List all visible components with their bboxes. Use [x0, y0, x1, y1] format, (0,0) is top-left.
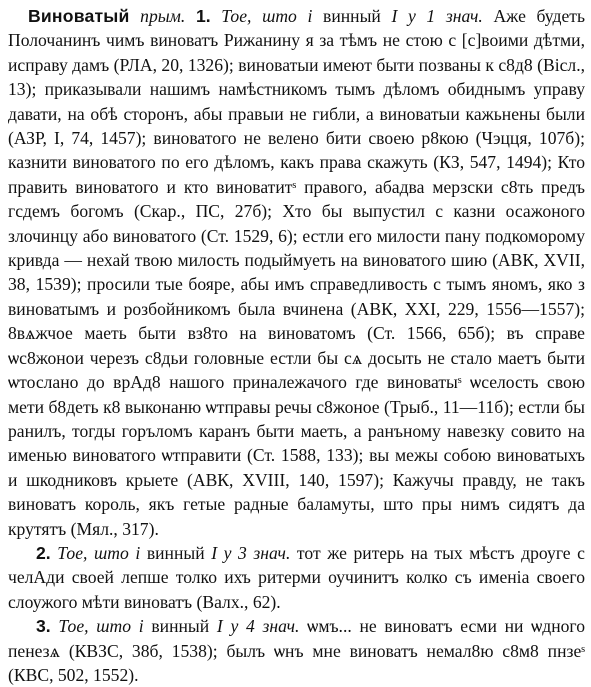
crossref-word: винный [323, 6, 381, 26]
sense-definition: Тое, што і [58, 616, 144, 637]
crossref-pos: І у 3 знач. [211, 542, 291, 563]
citations-text: тот же ритерь на тых мѣстъ дроуге с челАди своей лепше толко ихъ ритерми оучинитъ колко съ именіа своего слоужого мѣти виноватъ (Валх., 62). [8, 542, 585, 612]
citations-text: ѡмъ... не виноватъ есми ни ѡдного пенезѧ (КВЗС, 38б, 1538); былъ ѡнъ мне виноватъ немал8ю с8м8 пнзеˢ (КВС, 502, 1552). [8, 616, 585, 685]
crossref-word: винный [151, 616, 210, 637]
entry-sense-3 [8, 614, 585, 687]
entry-sense-2 [8, 541, 585, 614]
crossref-word: винный [146, 542, 205, 563]
sense-number: 1. [195, 6, 211, 26]
sense-definition: Тое, што і [57, 542, 141, 563]
crossref-pos: І у 4 знач. [216, 616, 300, 637]
sense-number: 3. [36, 616, 51, 637]
sense-number: 2. [36, 542, 51, 563]
citations-text: Аже будеть Полочанинъ чимъ виноватъ Рижанину я за тѣмъ не стою с [с]воими дѣтми, исправу дамъ (РЛА, 20, 1326); виноватыи имеют быти позваны к с8д8 (Вісл., 13); приказывали нашимъ намѣстникомъ тымъ дѣломъ обиднымъ управу давати, на обѣ сторонъ, абы правыи не гибли, а виноватыи кажьнены были (АЗР, I, 74, 1457); виноватого не велено бити своею р8кою (Чэцця, 107б); казнити виноватого по его дѣломъ, какъ права скажуть (КЗ, 547, 1494); Кто править виноватого и кто виноватитˢ правого, абадва мерзски с8ть предъ гсдемъ богомъ (Скар., ПС, 27б); Хто бы выпустил с казни осажоного злочинцу або виноватого (Ст. 1529, 6); естли его милости пану подкоморому кривда — нехай твою милость подыймуеть на виноватого шию (АВК, XVII, 38, 1539); просили тые бояре, абы имъ справедливость с тымъ яномъ, яко з виноватымъ и розбойникомъ была вчинена (АВК, XXI, 229, 1556—1557); 8вѧжчое маеть быти вз8то на виноватомъ (Ст. 1566, 65б); въ справе ѡс8жонои черезъ с8дьи головные естли бы сѧ досыть не стало маетъ быти ѡтослано до врАд8 нашого приналежачого где виноватыˢ ѡселость свою мети б8деть к8 выконаню ѡтправы речы с8жоное (Трыб., 11—11б); естли бы ранилъ, тогды горъломъ каранъ быти маеть, а ранъному навезку совито на именью виноватого ѡтправити (Ст. 1588, 133); вы межы собою виноватыхъ и шкодниковъ крыете (АВК, XVIII, 140, 1597); Кажучы правду, не такъ виноватъ король, якъ гетые радные баламуты, што пры нимъ сидятъ да крутятъ (Мял., 317). [8, 6, 585, 539]
crossref-pos: І у 1 знач. [391, 6, 483, 26]
headword: Виноватый [28, 6, 130, 26]
part-of-speech: прым. [140, 6, 186, 26]
entry-sense-1 [8, 4, 585, 541]
sense-definition: Тое, што і [221, 6, 313, 26]
